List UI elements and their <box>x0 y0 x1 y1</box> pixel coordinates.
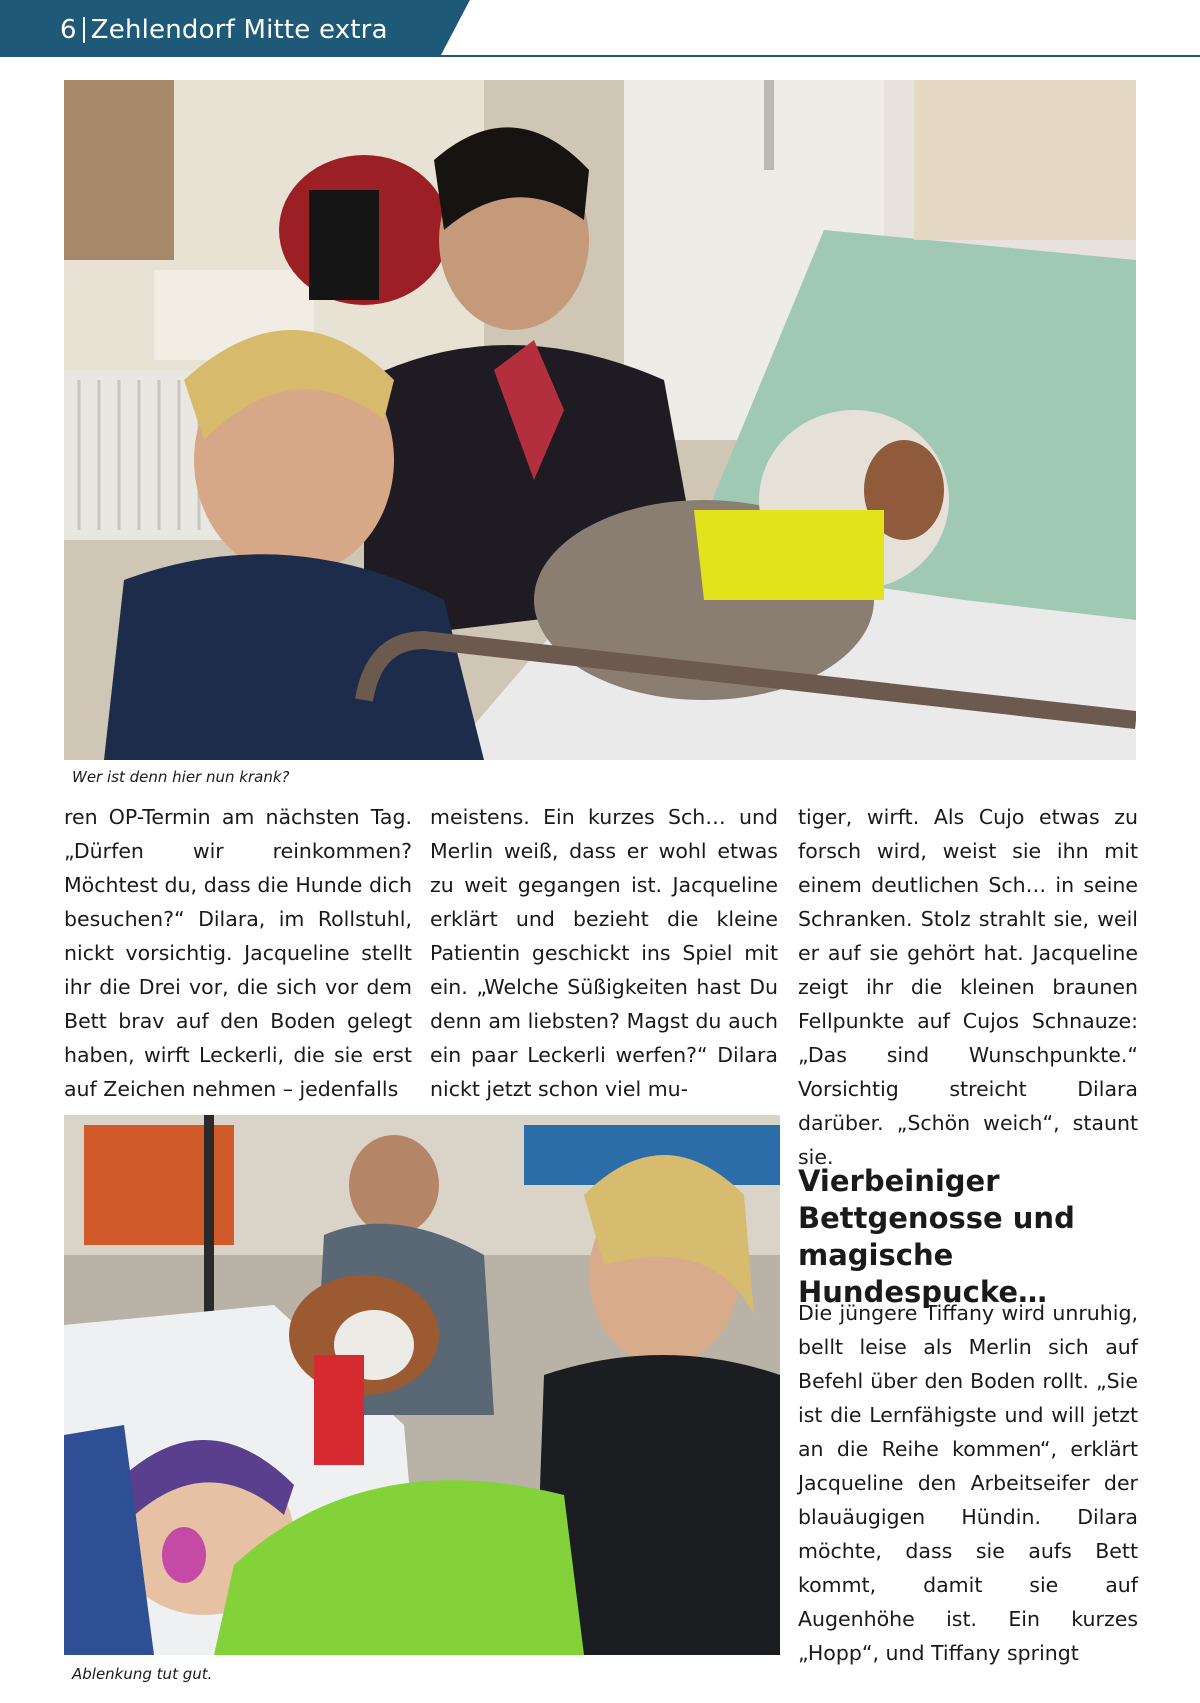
paragraph: ren OP-Termin am nächsten Tag. „Dürfen wir reinkommen? Möchtest du, dass die Hunde dich besuchen?“ Dilara, im Rollstuhl, nickt vorsichtig. Jacqueline stellt ihr die Drei vor, die sich vor dem Bett brav auf den Boden gelegt haben, wirft Leckerli, die sie erst auf Zeichen nehmen – jedenfalls <box>64 805 412 1101</box>
section-header <box>0 0 1200 57</box>
photo-caption-bottom: Ablenkung tut gut. <box>72 1665 213 1683</box>
text-column-2 <box>430 800 778 1106</box>
page-number: 6 <box>60 15 77 45</box>
subheading: Vierbeiniger Bettgenosse und magische Hundespucke… <box>798 1164 1075 1309</box>
paragraph: meistens. Ein kurzes Sch… und Merlin weiß, dass er wohl etwas zu weit gegangen ist. Jacqueline erklärt und bezieht die kleine Patientin geschickt ins Spiel mit ein. „Welche Süßigkeiten hast Du denn am liebsten? Magst du auch ein paar Leckerli werfen?“ Dilara nickt jetzt schon viel mu- <box>430 805 778 1101</box>
section-title: Zehlendorf Mitte extra <box>90 15 388 45</box>
paragraph: tiger, wirft. Als Cujo etwas zu forsch wird, weist sie ihn mit einem deutlichen Sch… in seine Schranken. Stolz strahlt sie, weil er auf sie gehört hat. Jacqueline zeigt ihr die kleinen braunen Fellpunkte auf Cujos Schnauze: „Das sind Wunschpunkte.“ Vorsichtig streicht Dilara darüber. „Schön weich“, staunt sie. <box>798 805 1138 1169</box>
photo-children-ward-dog <box>64 1115 780 1655</box>
photo-therapy-dog-bed <box>64 80 1136 760</box>
text-column-3b <box>798 1296 1138 1670</box>
text-column-1 <box>64 800 412 1106</box>
header-divider <box>83 17 85 43</box>
header-title <box>60 12 388 48</box>
text-column-3 <box>798 800 1138 1174</box>
paragraph: Die jüngere Tiffany wird unruhig, bellt leise als Merlin sich auf Befehl über den Boden rollt. „Sie ist die Lernfähigste und will jetzt an die Reihe kommen“, erklärt Jacqueline den Arbeitseifer der blauäugigen Hündin. Dilara möchte, dass sie aufs Bett kommt, damit sie auf Augenhöhe ist. Ein kurzes „Hopp“, und Tiffany springt <box>798 1301 1138 1665</box>
photo-caption-top: Wer ist denn hier nun krank? <box>72 768 290 786</box>
